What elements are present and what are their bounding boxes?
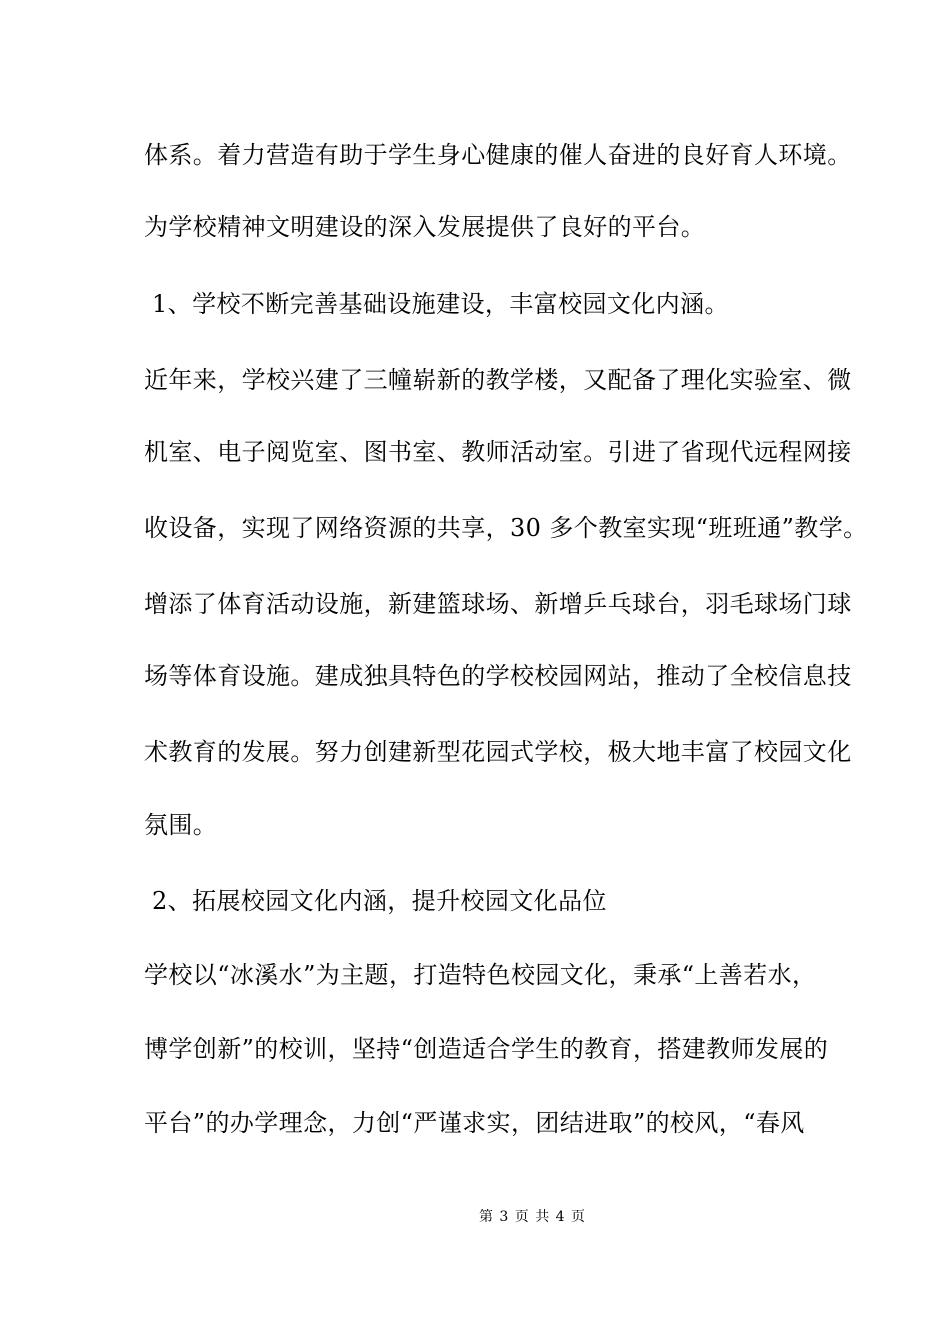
text-line: 学校以“冰溪水”为主题，打造特色校园文化，秉承“上善若水，	[144, 961, 817, 989]
text-line: 机室、电子阅览室、图书室、教师活动室。引进了省现代远程网接	[144, 438, 852, 466]
text-line: 场等体育设施。建成独具特色的学校校园网站，推动了全校信息技	[144, 662, 852, 690]
text-line: 收设备，实现了网络资源的共享，30 多个教室实现“班班通”教学。	[144, 514, 868, 542]
list-item-heading: 1、学校不断完善基础设施建设，丰富校园文化内涵。	[152, 290, 729, 318]
text-line: 体系。着力营造有助于学生身心健康的催人奋进的良好育人环境。	[144, 141, 852, 169]
text-line: 近年来，学校兴建了三幢崭新的教学楼，又配备了理化实验室、微	[144, 366, 852, 394]
page-number: 第 3 页 共 4 页	[478, 1209, 587, 1225]
text-line: 增添了体育活动设施，新建篮球场、新增乒乓球台，羽毛球场门球	[144, 590, 852, 618]
text-line: 术教育的发展。努力创建新型花园式学校，极大地丰富了校园文化	[144, 738, 852, 766]
text-line: 为学校精神文明建设的深入发展提供了良好的平台。	[144, 213, 706, 241]
text-line: 氛围。	[144, 811, 218, 839]
list-item-heading: 2、拓展校园文化内涵，提升校园文化品位	[152, 887, 607, 915]
text-line: 平台”的办学理念，力创“严谨求实，团结进取”的校风，“春风	[144, 1109, 805, 1137]
page-footer	[0, 1208, 950, 1226]
text-line: 博学创新”的校训，坚持“创造适合学生的教育，搭建教师发展的	[144, 1035, 829, 1063]
